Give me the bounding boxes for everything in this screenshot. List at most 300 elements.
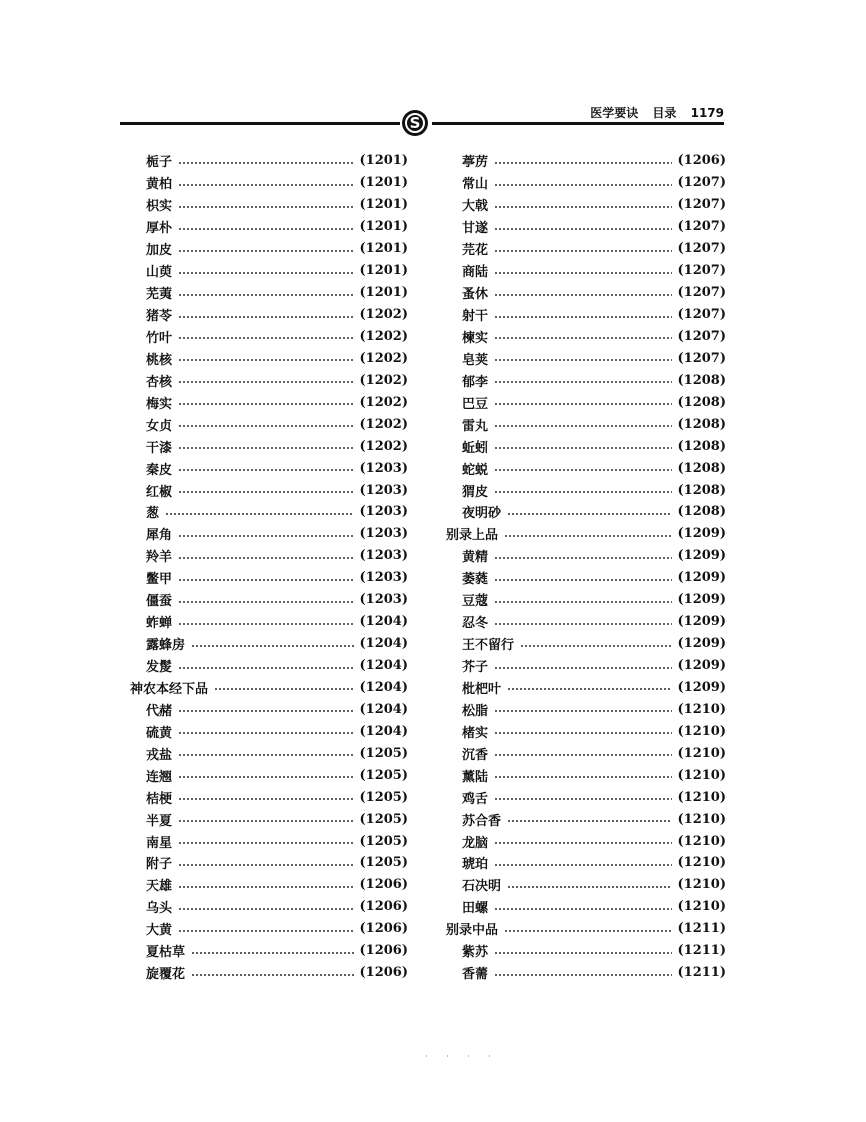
dot-leader xyxy=(178,403,354,405)
toc-entry-name: 郁李 xyxy=(462,374,489,390)
toc-entry-page: (1201) xyxy=(359,263,408,279)
toc-entry xyxy=(130,435,408,457)
dot-leader xyxy=(178,359,354,361)
toc-entry-page: (1204) xyxy=(359,658,408,674)
dot-leader xyxy=(494,974,672,976)
toc-entry xyxy=(130,260,408,282)
dot-leader xyxy=(178,272,354,274)
dot-leader xyxy=(178,184,354,186)
dot-leader xyxy=(165,513,354,515)
toc-entry-name: 大黄 xyxy=(146,923,173,939)
toc-entry-name: 豆蔻 xyxy=(462,594,489,610)
toc-entry-page: (1211) xyxy=(677,965,726,981)
toc-entry-page: (1207) xyxy=(677,197,726,213)
toc-entry-name: 发髲 xyxy=(146,660,173,676)
toc-entry-page: (1207) xyxy=(677,285,726,301)
toc-entry-name: 连翘 xyxy=(146,769,173,785)
toc-entry-name: 蛇蜕 xyxy=(462,462,489,478)
toc-entry-name: 石决明 xyxy=(462,879,502,895)
dot-leader xyxy=(178,250,354,252)
toc-entry-name: 桔梗 xyxy=(146,791,173,807)
toc-entry-name: 王不留行 xyxy=(462,638,515,654)
dot-leader xyxy=(178,316,354,318)
toc-entry xyxy=(446,720,726,742)
dot-leader xyxy=(178,491,354,493)
toc-entry-page: (1201) xyxy=(359,285,408,301)
toc-entry-page: (1202) xyxy=(359,350,408,366)
toc-entry xyxy=(446,479,726,501)
toc-section-heading xyxy=(130,677,408,699)
dot-leader xyxy=(494,206,672,208)
toc-entry-page: (1204) xyxy=(359,636,408,652)
toc-entry-name: 松脂 xyxy=(462,703,489,719)
toc-entry xyxy=(130,172,408,194)
toc-entry xyxy=(130,523,408,545)
dot-leader xyxy=(494,294,672,296)
toc-entry xyxy=(130,589,408,611)
toc-section-heading xyxy=(446,523,726,545)
dot-leader xyxy=(520,645,672,647)
toc-entry-page: (1208) xyxy=(677,438,726,454)
toc-entry-name: 厚朴 xyxy=(146,221,173,237)
toc-entry xyxy=(446,698,726,720)
dot-leader xyxy=(494,667,672,669)
toc-entry-name: 南星 xyxy=(146,835,173,851)
dot-leader xyxy=(507,513,672,515)
toc-entry-page: (1206) xyxy=(359,965,408,981)
dot-leader xyxy=(494,359,672,361)
dot-leader xyxy=(178,820,354,822)
toc-entry xyxy=(446,347,726,369)
dot-leader xyxy=(494,776,672,778)
dot-leader xyxy=(494,754,672,756)
toc-entry-name: 半夏 xyxy=(146,813,173,829)
toc-entry-page: (1210) xyxy=(677,855,726,871)
dot-leader xyxy=(178,162,354,164)
toc-entry-name: 戎盐 xyxy=(146,747,173,763)
toc-entry-page: (1204) xyxy=(359,701,408,717)
toc-entry-page: (1208) xyxy=(677,416,726,432)
toc-entry xyxy=(446,501,726,523)
dot-leader xyxy=(178,623,354,625)
toc-entry-name: 田螺 xyxy=(462,901,489,917)
toc-entry-page: (1207) xyxy=(677,175,726,191)
toc-entry-page: (1208) xyxy=(677,394,726,410)
toc-section-heading xyxy=(446,918,726,940)
dot-leader xyxy=(504,535,672,537)
toc-entry xyxy=(130,391,408,413)
toc-entry xyxy=(130,830,408,852)
toc-entry-page: (1209) xyxy=(677,658,726,674)
toc-column-left xyxy=(130,150,408,984)
toc-entry-name: 天雄 xyxy=(146,879,173,895)
toc-entry-name: 山萸 xyxy=(146,265,173,281)
dot-leader xyxy=(494,623,672,625)
toc-entry-name: 皂荚 xyxy=(462,352,489,368)
toc-entry-page: (1204) xyxy=(359,614,408,630)
toc-entry xyxy=(446,545,726,567)
dot-leader xyxy=(494,842,672,844)
toc-entry xyxy=(446,962,726,984)
dot-leader xyxy=(494,557,672,559)
dot-leader xyxy=(178,732,354,734)
toc-entry xyxy=(446,589,726,611)
toc-entry-page: (1207) xyxy=(677,307,726,323)
toc-entry xyxy=(130,633,408,655)
dot-leader xyxy=(494,732,672,734)
dot-leader xyxy=(178,469,354,471)
toc-entry-name: 鸡舌 xyxy=(462,791,489,807)
toc-entry-page: (1202) xyxy=(359,328,408,344)
toc-entry-page: (1209) xyxy=(677,614,726,630)
toc-entry xyxy=(130,326,408,348)
toc-entry xyxy=(130,238,408,260)
toc-entry-name: 代赭 xyxy=(146,703,173,719)
toc-entry-name: 杏核 xyxy=(146,374,173,390)
toc-entry-page: (1206) xyxy=(359,921,408,937)
toc-entry-name: 红椒 xyxy=(146,484,173,500)
toc-entry-name: 黄柏 xyxy=(146,177,173,193)
toc-entry-page: (1207) xyxy=(677,263,726,279)
dot-leader xyxy=(178,798,354,800)
toc-entry xyxy=(446,940,726,962)
toc-entry xyxy=(446,874,726,896)
toc-entry-name: 葶苈 xyxy=(462,155,489,171)
toc-entry xyxy=(130,150,408,172)
toc-entry xyxy=(130,786,408,808)
toc-entry xyxy=(130,698,408,720)
toc-entry xyxy=(446,457,726,479)
dot-leader xyxy=(494,184,672,186)
toc-entry-name: 梅实 xyxy=(146,396,173,412)
toc-entry xyxy=(130,611,408,633)
toc-entry-page: (1203) xyxy=(359,504,408,520)
toc-entry xyxy=(130,940,408,962)
dot-leader xyxy=(494,381,672,383)
toc-entry-page: (1203) xyxy=(359,592,408,608)
dot-leader xyxy=(178,557,354,559)
toc-entry-name: 龙脑 xyxy=(462,835,489,851)
toc-entry xyxy=(446,150,726,172)
toc-entry xyxy=(130,304,408,326)
toc-entry-page: (1203) xyxy=(359,570,408,586)
dot-leader xyxy=(494,403,672,405)
toc-entry xyxy=(446,742,726,764)
dot-leader xyxy=(494,798,672,800)
toc-entry-name: 附子 xyxy=(146,857,173,873)
toc-entry-name: 沉香 xyxy=(462,747,489,763)
dot-leader xyxy=(178,381,354,383)
toc-entry-name: 黄精 xyxy=(462,550,489,566)
dot-leader xyxy=(178,206,354,208)
toc-entry-name: 桃核 xyxy=(146,352,173,368)
dot-leader xyxy=(191,645,354,647)
toc-entry xyxy=(130,457,408,479)
toc-entry-name: 别录上品 xyxy=(446,528,499,544)
dot-leader xyxy=(178,930,354,932)
toc-entry-name: 鳖甲 xyxy=(146,572,173,588)
header-rule-right xyxy=(432,122,724,125)
toc-entry-name: 枳实 xyxy=(146,199,173,215)
toc-entry xyxy=(130,720,408,742)
toc-entry-name: 萎蕤 xyxy=(462,572,489,588)
toc-entry-page: (1201) xyxy=(359,219,408,235)
toc-entry-name: 楝实 xyxy=(462,330,489,346)
toc-entry-name: 秦皮 xyxy=(146,462,173,478)
toc-entry xyxy=(446,260,726,282)
dot-leader xyxy=(178,579,354,581)
toc-entry-page: (1210) xyxy=(677,899,726,915)
toc-column-right xyxy=(446,150,726,984)
toc-entry-name: 旋覆花 xyxy=(146,967,186,983)
toc-entry-page: (1202) xyxy=(359,394,408,410)
book-title: 医学要诀 xyxy=(590,106,639,120)
dot-leader xyxy=(504,930,672,932)
toc-entry xyxy=(130,501,408,523)
toc-entry-page: (1202) xyxy=(359,307,408,323)
toc-entry-page: (1205) xyxy=(359,767,408,783)
toc-entry-name: 雷丸 xyxy=(462,418,489,434)
toc-entry xyxy=(446,611,726,633)
header-rule-left xyxy=(120,122,400,125)
dot-leader xyxy=(178,754,354,756)
dot-leader xyxy=(191,974,354,976)
toc-entry xyxy=(446,304,726,326)
toc-entry-page: (1210) xyxy=(677,701,726,717)
dot-leader xyxy=(494,162,672,164)
dot-leader xyxy=(507,886,672,888)
dot-leader xyxy=(494,864,672,866)
dot-leader xyxy=(178,710,354,712)
dot-leader xyxy=(191,952,354,954)
toc-entry xyxy=(446,216,726,238)
toc-entry xyxy=(130,896,408,918)
toc-entry-page: (1206) xyxy=(677,153,726,169)
dot-leader xyxy=(507,820,672,822)
toc-entry-page: (1201) xyxy=(359,197,408,213)
toc-entry xyxy=(130,962,408,984)
toc-entry-page: (1203) xyxy=(359,548,408,564)
toc-entry-name: 夏枯草 xyxy=(146,945,186,961)
dot-leader xyxy=(494,425,672,427)
dot-leader xyxy=(494,952,672,954)
toc-entry-page: (1203) xyxy=(359,482,408,498)
toc-entry-page: (1202) xyxy=(359,372,408,388)
toc-entry-name: 巴豆 xyxy=(462,396,489,412)
toc-entry xyxy=(446,567,726,589)
toc-entry-page: (1203) xyxy=(359,526,408,542)
toc-entry-name: 竹叶 xyxy=(146,330,173,346)
publisher-logo-icon: S xyxy=(402,110,428,136)
toc-entry-name: 常山 xyxy=(462,177,489,193)
toc-entry xyxy=(446,194,726,216)
toc-entry-name: 薰陆 xyxy=(462,769,489,785)
dot-leader xyxy=(178,886,354,888)
toc-entry xyxy=(446,238,726,260)
toc-entry xyxy=(446,852,726,874)
toc-entry xyxy=(446,326,726,348)
toc-entry xyxy=(130,369,408,391)
toc-entry xyxy=(446,655,726,677)
toc-entry-name: 硫黄 xyxy=(146,725,173,741)
dot-leader xyxy=(178,337,354,339)
dot-leader xyxy=(214,688,354,690)
toc-entry-page: (1210) xyxy=(677,767,726,783)
toc-entry-page: (1209) xyxy=(677,570,726,586)
dot-leader xyxy=(494,447,672,449)
toc-entry-name: 商陆 xyxy=(462,265,489,281)
toc-entry xyxy=(446,677,726,699)
toc-entry xyxy=(130,479,408,501)
dot-leader xyxy=(494,228,672,230)
toc-entry xyxy=(446,282,726,304)
toc-entry xyxy=(446,172,726,194)
dot-leader xyxy=(178,601,354,603)
toc-entry xyxy=(446,764,726,786)
toc-entry-page: (1211) xyxy=(677,921,726,937)
toc-entry-name: 芜荑 xyxy=(146,287,173,303)
toc-entry-name: 紫苏 xyxy=(462,945,489,961)
dot-leader xyxy=(494,337,672,339)
page-header xyxy=(0,0,866,140)
dot-leader xyxy=(178,535,354,537)
toc-entry-page: (1209) xyxy=(677,548,726,564)
toc-entry xyxy=(130,655,408,677)
toc-entry xyxy=(446,369,726,391)
toc-entry-page: (1206) xyxy=(359,877,408,893)
toc-entry-page: (1210) xyxy=(677,811,726,827)
toc-entry-page: (1210) xyxy=(677,833,726,849)
toc-entry-name: 琥珀 xyxy=(462,857,489,873)
toc-entry-name: 加皮 xyxy=(146,243,173,259)
toc-entry-name: 僵蚕 xyxy=(146,594,173,610)
toc-entry-name: 苏合香 xyxy=(462,813,502,829)
toc-entry xyxy=(130,808,408,830)
toc-entry-page: (1202) xyxy=(359,416,408,432)
toc-entry-name: 神农本经下品 xyxy=(130,681,209,697)
toc-entry-page: (1202) xyxy=(359,438,408,454)
toc-entry-page: (1208) xyxy=(677,460,726,476)
toc-entry xyxy=(130,282,408,304)
dot-leader xyxy=(178,447,354,449)
toc-entry xyxy=(130,742,408,764)
toc-entry-page: (1211) xyxy=(677,943,726,959)
dot-leader xyxy=(494,579,672,581)
dot-leader xyxy=(494,469,672,471)
toc-entry-page: (1204) xyxy=(359,679,408,695)
toc-entry xyxy=(130,413,408,435)
toc-entry-name: 蚤休 xyxy=(462,287,489,303)
dot-leader xyxy=(494,272,672,274)
toc-entry-name: 夜明砂 xyxy=(462,506,502,522)
toc-entry xyxy=(446,808,726,830)
toc-entry-page: (1210) xyxy=(677,877,726,893)
toc-entry-page: (1205) xyxy=(359,789,408,805)
toc-entry-page: (1203) xyxy=(359,460,408,476)
dot-leader xyxy=(494,710,672,712)
section-title: 目录 xyxy=(652,106,677,120)
toc-entry xyxy=(446,633,726,655)
toc-entry-name: 甘遂 xyxy=(462,221,489,237)
toc-entry-name: 蚯蚓 xyxy=(462,440,489,456)
toc-entry-page: (1210) xyxy=(677,745,726,761)
toc-entry xyxy=(130,194,408,216)
toc-entry-page: (1201) xyxy=(359,153,408,169)
toc-entry-page: (1209) xyxy=(677,592,726,608)
toc-entry xyxy=(446,830,726,852)
dot-leader xyxy=(494,908,672,910)
toc-entry-name: 羚羊 xyxy=(146,550,173,566)
toc-entry-name: 忍冬 xyxy=(462,616,489,632)
dot-leader xyxy=(178,776,354,778)
toc-entry xyxy=(130,874,408,896)
dot-leader xyxy=(494,491,672,493)
running-head xyxy=(590,104,724,121)
toc-entry xyxy=(130,216,408,238)
toc-entry-page: (1206) xyxy=(359,943,408,959)
toc-entry-page: (1205) xyxy=(359,833,408,849)
dot-leader xyxy=(178,667,354,669)
toc-entry-name: 犀角 xyxy=(146,528,173,544)
toc-entry xyxy=(130,764,408,786)
toc-entry xyxy=(130,567,408,589)
toc-entry-page: (1201) xyxy=(359,241,408,257)
toc-entry-page: (1207) xyxy=(677,350,726,366)
toc-entry-page: (1205) xyxy=(359,855,408,871)
dot-leader xyxy=(494,601,672,603)
toc-entry xyxy=(130,545,408,567)
toc-entry-page: (1207) xyxy=(677,241,726,257)
toc-entry-name: 香薷 xyxy=(462,967,489,983)
dot-leader xyxy=(178,228,354,230)
toc-entry-name: 别录中品 xyxy=(446,923,499,939)
toc-entry-name: 射干 xyxy=(462,309,489,325)
dot-leader xyxy=(507,688,672,690)
toc-entry-page: (1209) xyxy=(677,679,726,695)
toc-entry-name: 干漆 xyxy=(146,440,173,456)
toc-entry-page: (1210) xyxy=(677,789,726,805)
toc-entry xyxy=(446,413,726,435)
toc-entry-page: (1206) xyxy=(359,899,408,915)
toc-entry xyxy=(446,391,726,413)
toc-entry-page: (1209) xyxy=(677,636,726,652)
toc-entry-name: 露蜂房 xyxy=(146,638,186,654)
toc-entry xyxy=(446,786,726,808)
toc-entry-name: 乌头 xyxy=(146,901,173,917)
toc-entry-page: (1207) xyxy=(677,328,726,344)
toc-entry xyxy=(130,347,408,369)
scan-marks: · · · · xyxy=(425,1052,499,1061)
dot-leader xyxy=(178,864,354,866)
toc-entry xyxy=(446,896,726,918)
toc-entry-name: 芥子 xyxy=(462,660,489,676)
toc-entry-name: 女贞 xyxy=(146,418,173,434)
toc-entry-name: 蚱蝉 xyxy=(146,616,173,632)
toc-entry xyxy=(130,852,408,874)
toc-entry-name: 楮实 xyxy=(462,725,489,741)
toc-entry-page: (1205) xyxy=(359,811,408,827)
toc-entry-name: 葱 xyxy=(146,506,160,522)
toc-entry-name: 芫花 xyxy=(462,243,489,259)
toc-entry-name: 枇杷叶 xyxy=(462,681,502,697)
toc-entry-page: (1208) xyxy=(677,482,726,498)
toc-entry-name: 猪苓 xyxy=(146,309,173,325)
toc-entry-page: (1207) xyxy=(677,219,726,235)
toc-entry-page: (1210) xyxy=(677,723,726,739)
dot-leader xyxy=(494,316,672,318)
dot-leader xyxy=(178,294,354,296)
page-number: 1179 xyxy=(690,106,724,120)
